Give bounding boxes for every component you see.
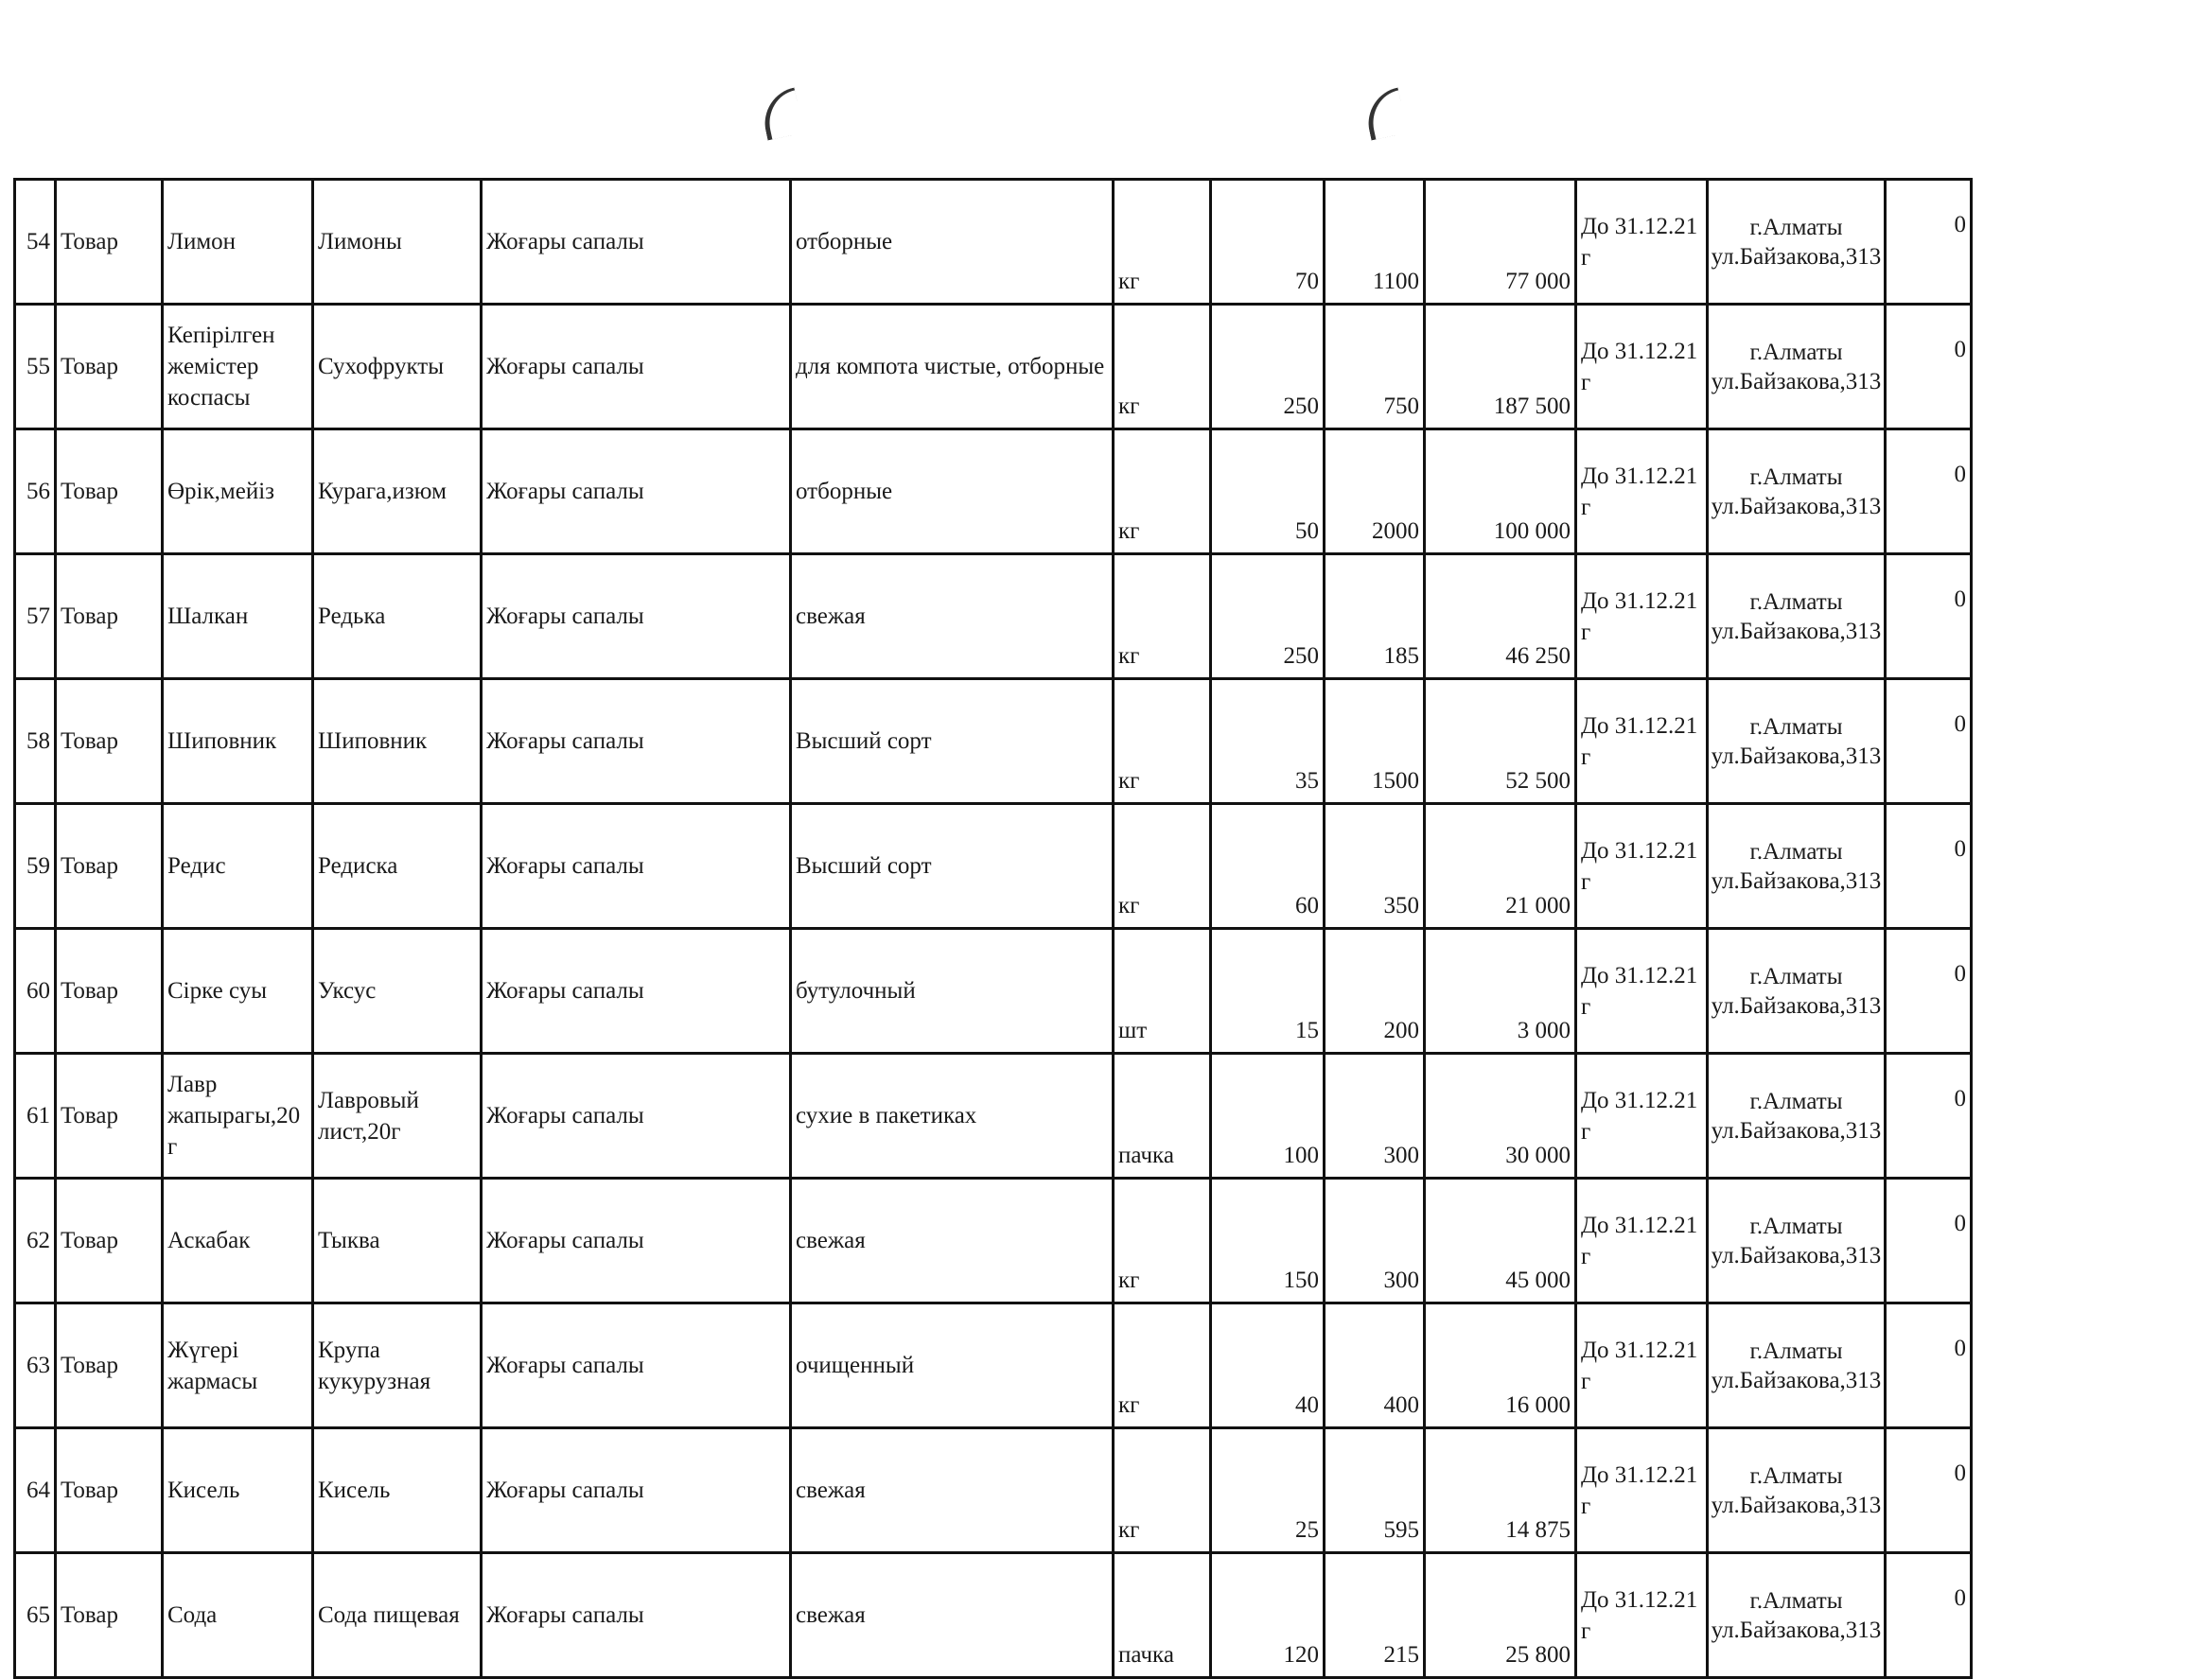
table-row: [15, 1054, 1972, 1179]
delivery-address: г.Алматы ул.Байзакова,313: [1708, 1303, 1886, 1428]
extra-value: 0: [1886, 679, 1972, 804]
table-row: [15, 929, 1972, 1054]
item-quantity: 250: [1211, 305, 1325, 429]
delivery-term: До 31.12.21 г: [1576, 1179, 1708, 1303]
item-name-ru: Лимоны: [313, 180, 482, 305]
item-quantity: 50: [1211, 429, 1325, 554]
item-quality: Жоғары сапалы: [482, 180, 791, 305]
item-name-kz: Шалкан: [163, 554, 313, 679]
table-row: [15, 180, 1972, 305]
punch-mark-icon: [1361, 87, 1407, 140]
item-specification: отборные: [791, 180, 1114, 305]
item-quantity: 120: [1211, 1553, 1325, 1678]
delivery-term: До 31.12.21 г: [1576, 305, 1708, 429]
item-price: 215: [1325, 1553, 1425, 1678]
extra-value: 0: [1886, 305, 1972, 429]
delivery-term: До 31.12.21 г: [1576, 1054, 1708, 1179]
extra-value: 0: [1886, 1428, 1972, 1553]
item-quantity: 35: [1211, 679, 1325, 804]
table-row: [15, 554, 1972, 679]
item-quantity: 250: [1211, 554, 1325, 679]
extra-value: 0: [1886, 180, 1972, 305]
item-price: 1100: [1325, 180, 1425, 305]
item-name-ru: Редька: [313, 554, 482, 679]
item-quality: Жоғары сапалы: [482, 1054, 791, 1179]
item-sum: 46 250: [1425, 554, 1576, 679]
item-quality: Жоғары сапалы: [482, 429, 791, 554]
item-specification: Высший сорт: [791, 679, 1114, 804]
item-quality: Жоғары сапалы: [482, 1428, 791, 1553]
item-type: Товар: [56, 929, 163, 1054]
extra-value: 0: [1886, 429, 1972, 554]
delivery-term: До 31.12.21 г: [1576, 929, 1708, 1054]
delivery-term: До 31.12.21 г: [1576, 429, 1708, 554]
item-unit: кг: [1114, 1428, 1211, 1553]
item-unit: кг: [1114, 554, 1211, 679]
item-name-kz: Лавр жапырагы,20г: [163, 1054, 313, 1179]
item-specification: свежая: [791, 1553, 1114, 1678]
item-name-ru: Кисель: [313, 1428, 482, 1553]
item-name-ru: Курага,изюм: [313, 429, 482, 554]
delivery-term: До 31.12.21 г: [1576, 679, 1708, 804]
item-unit: кг: [1114, 180, 1211, 305]
punch-mark-icon: [758, 87, 803, 140]
item-name-kz: Лимон: [163, 180, 313, 305]
row-number: 59: [15, 804, 56, 929]
delivery-address: г.Алматы ул.Байзакова,313: [1708, 1179, 1886, 1303]
extra-value: 0: [1886, 554, 1972, 679]
item-quantity: 70: [1211, 180, 1325, 305]
item-unit: кг: [1114, 804, 1211, 929]
item-specification: для компота чистые, отборные: [791, 305, 1114, 429]
item-quantity: 100: [1211, 1054, 1325, 1179]
item-unit: кг: [1114, 1303, 1211, 1428]
extra-value: 0: [1886, 929, 1972, 1054]
item-quality: Жоғары сапалы: [482, 929, 791, 1054]
delivery-address: г.Алматы ул.Байзакова,313: [1708, 429, 1886, 554]
item-name-kz: Кепірілген жемістер коспасы: [163, 305, 313, 429]
item-name-ru: Редиска: [313, 804, 482, 929]
item-sum: 16 000: [1425, 1303, 1576, 1428]
item-price: 750: [1325, 305, 1425, 429]
item-specification: свежая: [791, 1428, 1114, 1553]
item-price: 350: [1325, 804, 1425, 929]
item-quality: Жоғары сапалы: [482, 679, 791, 804]
item-unit: кг: [1114, 429, 1211, 554]
row-number: 64: [15, 1428, 56, 1553]
item-unit: кг: [1114, 1179, 1211, 1303]
item-type: Товар: [56, 554, 163, 679]
item-quality: Жоғары сапалы: [482, 554, 791, 679]
delivery-address: г.Алматы ул.Байзакова,313: [1708, 180, 1886, 305]
item-name-kz: Шиповник: [163, 679, 313, 804]
table-row: [15, 1428, 1972, 1553]
item-name-kz: Сода: [163, 1553, 313, 1678]
table-row: [15, 429, 1972, 554]
item-quality: Жоғары сапалы: [482, 1553, 791, 1678]
item-quantity: 60: [1211, 804, 1325, 929]
item-price: 185: [1325, 554, 1425, 679]
item-sum: 187 500: [1425, 305, 1576, 429]
delivery-address: г.Алматы ул.Байзакова,313: [1708, 554, 1886, 679]
item-sum: 45 000: [1425, 1179, 1576, 1303]
item-unit: кг: [1114, 679, 1211, 804]
item-quantity: 15: [1211, 929, 1325, 1054]
item-type: Товар: [56, 429, 163, 554]
item-name-ru: Лавровый лист,20г: [313, 1054, 482, 1179]
goods-table: [13, 178, 1973, 1679]
extra-value: 0: [1886, 1553, 1972, 1678]
item-quality: Жоғары сапалы: [482, 1303, 791, 1428]
item-type: Товар: [56, 1054, 163, 1179]
row-number: 55: [15, 305, 56, 429]
item-specification: бутулочный: [791, 929, 1114, 1054]
row-number: 58: [15, 679, 56, 804]
item-name-ru: Крупа кукурузная: [313, 1303, 482, 1428]
table-row: [15, 1553, 1972, 1678]
table-row: [15, 679, 1972, 804]
item-sum: 14 875: [1425, 1428, 1576, 1553]
delivery-term: До 31.12.21 г: [1576, 1428, 1708, 1553]
item-price: 2000: [1325, 429, 1425, 554]
table-row: [15, 305, 1972, 429]
item-quantity: 150: [1211, 1179, 1325, 1303]
delivery-address: г.Алматы ул.Байзакова,313: [1708, 1553, 1886, 1678]
item-sum: 30 000: [1425, 1054, 1576, 1179]
goods-table-body: [15, 180, 1972, 1678]
item-specification: сухие в пакетиках: [791, 1054, 1114, 1179]
item-specification: очищенный: [791, 1303, 1114, 1428]
item-sum: 100 000: [1425, 429, 1576, 554]
table-row: [15, 804, 1972, 929]
item-type: Товар: [56, 1553, 163, 1678]
row-number: 63: [15, 1303, 56, 1428]
row-number: 57: [15, 554, 56, 679]
item-quantity: 25: [1211, 1428, 1325, 1553]
delivery-term: До 31.12.21 г: [1576, 804, 1708, 929]
item-price: 400: [1325, 1303, 1425, 1428]
item-name-ru: Сода пищевая: [313, 1553, 482, 1678]
row-number: 56: [15, 429, 56, 554]
item-quality: Жоғары сапалы: [482, 1179, 791, 1303]
item-price: 1500: [1325, 679, 1425, 804]
item-type: Товар: [56, 679, 163, 804]
item-sum: 52 500: [1425, 679, 1576, 804]
item-price: 300: [1325, 1054, 1425, 1179]
delivery-address: г.Алматы ул.Байзакова,313: [1708, 1054, 1886, 1179]
item-price: 300: [1325, 1179, 1425, 1303]
item-name-ru: Шиповник: [313, 679, 482, 804]
item-unit: кг: [1114, 305, 1211, 429]
item-specification: отборные: [791, 429, 1114, 554]
item-name-kz: Редис: [163, 804, 313, 929]
item-unit: пачка: [1114, 1054, 1211, 1179]
item-unit: шт: [1114, 929, 1211, 1054]
row-number: 62: [15, 1179, 56, 1303]
row-number: 60: [15, 929, 56, 1054]
item-sum: 3 000: [1425, 929, 1576, 1054]
row-number: 65: [15, 1553, 56, 1678]
delivery-term: До 31.12.21 г: [1576, 180, 1708, 305]
delivery-address: г.Алматы ул.Байзакова,313: [1708, 804, 1886, 929]
item-name-kz: Өрік,мейіз: [163, 429, 313, 554]
item-quality: Жоғары сапалы: [482, 305, 791, 429]
item-price: 595: [1325, 1428, 1425, 1553]
item-name-kz: Жүгері жармасы: [163, 1303, 313, 1428]
extra-value: 0: [1886, 1179, 1972, 1303]
table-row: [15, 1303, 1972, 1428]
row-number: 61: [15, 1054, 56, 1179]
item-name-ru: Сухофрукты: [313, 305, 482, 429]
extra-value: 0: [1886, 1054, 1972, 1179]
extra-value: 0: [1886, 804, 1972, 929]
item-name-ru: Уксус: [313, 929, 482, 1054]
table-row: [15, 1179, 1972, 1303]
item-price: 200: [1325, 929, 1425, 1054]
delivery-address: г.Алматы ул.Байзакова,313: [1708, 679, 1886, 804]
goods-table-container: [13, 178, 1973, 1679]
item-quantity: 40: [1211, 1303, 1325, 1428]
item-name-kz: Кисель: [163, 1428, 313, 1553]
delivery-term: До 31.12.21 г: [1576, 554, 1708, 679]
item-name-kz: Сірке суы: [163, 929, 313, 1054]
item-name-kz: Аскабак: [163, 1179, 313, 1303]
delivery-term: До 31.12.21 г: [1576, 1553, 1708, 1678]
item-type: Товар: [56, 1303, 163, 1428]
item-type: Товар: [56, 305, 163, 429]
item-specification: свежая: [791, 554, 1114, 679]
item-specification: Высший сорт: [791, 804, 1114, 929]
item-type: Товар: [56, 180, 163, 305]
item-type: Товар: [56, 1428, 163, 1553]
extra-value: 0: [1886, 1303, 1972, 1428]
item-sum: 25 800: [1425, 1553, 1576, 1678]
delivery-address: г.Алматы ул.Байзакова,313: [1708, 929, 1886, 1054]
delivery-address: г.Алматы ул.Байзакова,313: [1708, 1428, 1886, 1553]
item-unit: пачка: [1114, 1553, 1211, 1678]
item-type: Товар: [56, 1179, 163, 1303]
delivery-address: г.Алматы ул.Байзакова,313: [1708, 305, 1886, 429]
delivery-term: До 31.12.21 г: [1576, 1303, 1708, 1428]
item-sum: 77 000: [1425, 180, 1576, 305]
row-number: 54: [15, 180, 56, 305]
item-quality: Жоғары сапалы: [482, 804, 791, 929]
item-type: Товар: [56, 804, 163, 929]
item-sum: 21 000: [1425, 804, 1576, 929]
item-name-ru: Тыква: [313, 1179, 482, 1303]
item-specification: свежая: [791, 1179, 1114, 1303]
